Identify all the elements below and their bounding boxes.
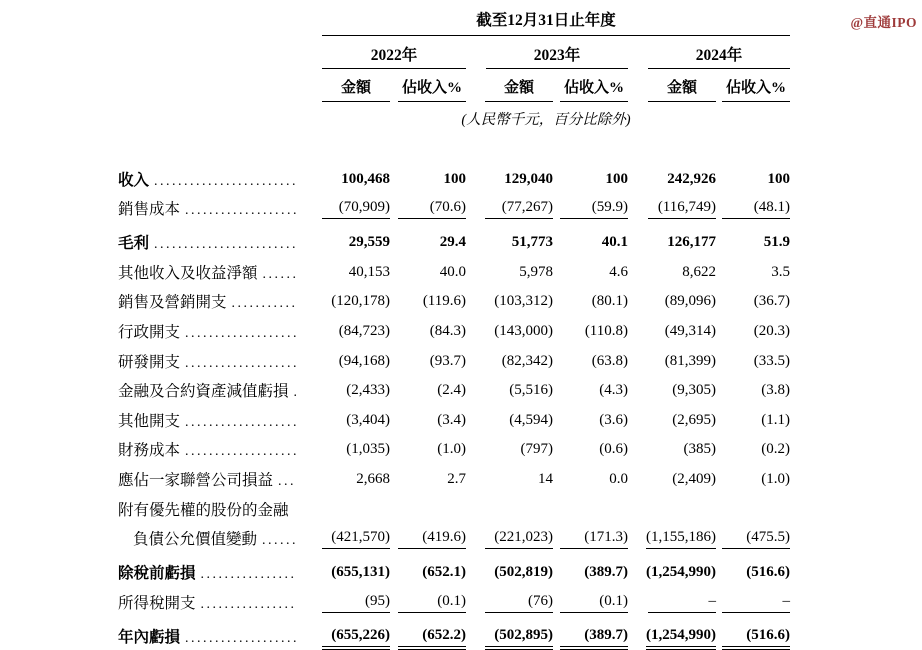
cell-value [485, 513, 553, 515]
table-row [118, 224, 790, 254]
table-row [118, 190, 790, 220]
cell-value: (3.6) [599, 411, 628, 428]
cell-value: 29,559 [348, 234, 390, 251]
cell-value: (49,314) [664, 323, 716, 340]
cell-value: 40.0 [439, 263, 466, 280]
cell-value: (502,819) [494, 564, 553, 581]
pct-cell-2024 [716, 199, 790, 219]
cell-value: (652.2) [398, 627, 466, 647]
pct-cell-2023 [553, 627, 628, 647]
cell-value: (0.1) [398, 593, 466, 613]
amount-cell-2024 [628, 264, 716, 283]
cell-value: 0.0 [609, 471, 628, 488]
pct-cell-2023 [553, 593, 628, 613]
amount-cell-2024 [628, 529, 716, 549]
dot-leader [185, 444, 296, 460]
cell-value: (76) [485, 593, 553, 613]
amount-cell-2023 [466, 471, 553, 490]
pct-cell-2023 [553, 471, 628, 490]
pct-cell-2022 [390, 199, 466, 219]
amount-cell-2024 [628, 323, 716, 342]
pct-cell-2024 [716, 503, 790, 520]
cell-value: 129,040 [504, 170, 553, 187]
row-label: 研發開支 [118, 353, 181, 371]
cell-value: (143,000) [494, 323, 553, 340]
row-label-cell [118, 261, 302, 283]
row-label: 年內虧損 [118, 629, 181, 646]
amount-cell-2023 [466, 171, 553, 190]
pct-cell-2024 [716, 323, 790, 342]
amount-cell-2023 [466, 382, 553, 401]
amount-cell-2023 [466, 199, 553, 219]
year-header-row [118, 36, 790, 69]
cell-value: 100,468 [341, 170, 390, 187]
pct-cell-2022 [390, 529, 466, 549]
cell-value: (652.1) [422, 564, 466, 581]
pct-cell-2024 [716, 627, 790, 647]
amount-cell-2022 [302, 264, 390, 283]
pct-cell-2024 [716, 353, 790, 372]
amount-cell-2022 [302, 171, 390, 190]
row-label-cell [118, 409, 302, 431]
pct-cell-2023 [553, 171, 628, 190]
cell-value: 40.1 [601, 234, 628, 251]
col-header-amount-2023: 金額 [466, 69, 553, 102]
cell-value: 242,926 [667, 170, 716, 187]
amount-cell-2022 [302, 323, 390, 342]
cell-value: (94,168) [338, 352, 390, 369]
amount-cell-2022 [302, 293, 390, 312]
cell-value: 3.5 [771, 263, 790, 280]
row-label: 金融及合約資產減值虧損 [118, 383, 289, 401]
pct-cell-2023 [553, 412, 628, 431]
table-row [118, 283, 790, 313]
cell-value: (3.4) [437, 411, 466, 428]
row-label-cell [118, 561, 302, 583]
cell-value: (171.3) [560, 529, 628, 549]
year-header-2022: 2022年 [322, 36, 466, 69]
amount-cell-2022 [302, 234, 390, 253]
amount-cell-2024 [628, 593, 716, 613]
table-row [118, 520, 790, 550]
cell-value: (89,096) [664, 293, 716, 310]
pct-cell-2022 [390, 503, 466, 520]
pct-cell-2022 [390, 441, 466, 460]
dot-leader [185, 326, 296, 342]
amount-cell-2023 [466, 412, 553, 431]
pct-cell-2024 [716, 441, 790, 460]
row-label-cell [118, 350, 302, 372]
cell-value: (1,254,990) [646, 627, 716, 647]
amount-cell-2024 [628, 293, 716, 312]
cell-value: 2.7 [447, 471, 466, 488]
cell-value: (110.8) [584, 323, 628, 340]
cell-value: (93.7) [429, 352, 466, 369]
row-label-cell [118, 231, 302, 253]
table-row [118, 160, 790, 190]
cell-value: (20.3) [753, 323, 790, 340]
row-label: 其他開支 [118, 412, 181, 430]
pct-cell-2023 [553, 199, 628, 219]
pct-cell-2023 [553, 234, 628, 253]
cell-value: (475.5) [722, 529, 790, 549]
cell-value: (502,895) [485, 627, 553, 647]
cell-value: (2,409) [672, 471, 716, 488]
amount-cell-2023 [466, 441, 553, 460]
unit-note-row [118, 102, 790, 129]
dot-leader [262, 533, 296, 549]
cell-value: (1.0) [437, 441, 466, 458]
amount-cell-2024 [628, 382, 716, 401]
pct-cell-2022 [390, 593, 466, 613]
dot-leader [154, 174, 296, 190]
cell-value: (389.7) [584, 564, 628, 581]
cell-value: 51.9 [763, 234, 790, 251]
cell-value: (655,131) [331, 564, 390, 581]
cell-value [398, 513, 466, 515]
pct-cell-2023 [553, 382, 628, 401]
cell-value: (4.3) [599, 382, 628, 399]
row-label-cell [118, 168, 302, 190]
row-label: 除稅前虧損 [118, 565, 196, 583]
col-header-pct-2022: 佔收入% [390, 69, 466, 102]
cell-value [648, 513, 716, 515]
pct-cell-2022 [390, 627, 466, 647]
cell-value [560, 513, 628, 515]
row-label-cell [118, 320, 302, 342]
cell-value: (385) [683, 441, 716, 458]
row-label-cell [118, 527, 302, 549]
cell-value: (81,399) [664, 352, 716, 369]
amount-cell-2024 [628, 627, 716, 647]
amount-cell-2024 [628, 412, 716, 431]
pct-cell-2023 [553, 264, 628, 283]
table-row [118, 460, 790, 490]
cell-value: 14 [538, 471, 553, 488]
col-header-amount-2022: 金額 [302, 69, 390, 102]
cell-value: (516.6) [722, 627, 790, 647]
cell-value: (84,723) [338, 323, 390, 340]
cell-value: 2,668 [356, 471, 390, 488]
unit-note: (人民幣千元，百分比除外) [461, 112, 631, 128]
amount-cell-2023 [466, 323, 553, 342]
pct-cell-2022 [390, 323, 466, 342]
cell-value: 5,978 [519, 263, 553, 280]
amount-cell-2024 [628, 564, 716, 583]
dot-leader [278, 474, 296, 490]
column-header-row [118, 69, 790, 102]
cell-value: (0.1) [560, 593, 628, 613]
cell-value: 4.6 [609, 263, 628, 280]
table-row [118, 583, 790, 613]
amount-cell-2024 [628, 199, 716, 219]
table-row [118, 342, 790, 372]
income-statement-table [118, 8, 790, 647]
cell-value [722, 513, 790, 515]
cell-value: (1,254,990) [646, 564, 716, 581]
cell-value: 100 [443, 170, 466, 187]
col-header-pct-2023: 佔收入% [553, 69, 628, 102]
cell-value: (516.6) [746, 564, 790, 581]
row-label-cell [118, 438, 302, 460]
row-label-cell [118, 468, 302, 490]
amount-cell-2022 [302, 593, 390, 613]
cell-value: (33.5) [753, 352, 790, 369]
amount-cell-2023 [466, 353, 553, 372]
pct-cell-2023 [553, 503, 628, 520]
cell-value: (80.1) [591, 293, 628, 310]
cell-value: 100 [605, 170, 628, 187]
pct-cell-2022 [390, 564, 466, 583]
row-label: 財務成本 [118, 442, 181, 460]
cell-value: (1,035) [346, 441, 390, 458]
cell-value: (2.4) [437, 382, 466, 399]
amount-cell-2024 [628, 171, 716, 190]
table-header [118, 8, 790, 36]
cell-value: (48.1) [722, 199, 790, 219]
cell-value: (797) [520, 441, 553, 458]
cell-value: (120,178) [331, 293, 390, 310]
row-label: 其他收入及收益淨額 [118, 264, 258, 282]
watermark: @直通IPO [850, 15, 917, 30]
row-label-cell [118, 290, 302, 312]
pct-cell-2024 [716, 471, 790, 490]
pct-cell-2024 [716, 564, 790, 583]
cell-value: (77,267) [485, 199, 553, 219]
col-header-pct-2024: 佔收入% [716, 69, 790, 102]
amount-cell-2024 [628, 234, 716, 253]
amount-cell-2022 [302, 503, 390, 520]
cell-value: (4,594) [509, 411, 553, 428]
amount-cell-2022 [302, 471, 390, 490]
cell-value: – [648, 593, 716, 613]
period-title: 截至12月31日止年度 [476, 12, 616, 29]
pct-cell-2023 [553, 323, 628, 342]
cell-value: 29.4 [439, 234, 466, 251]
cell-value: (655,226) [322, 627, 390, 647]
pct-cell-2022 [390, 353, 466, 372]
pct-cell-2022 [390, 382, 466, 401]
amount-cell-2022 [302, 441, 390, 460]
row-label: 附有優先權的股份的金融 [118, 501, 289, 519]
amount-cell-2022 [302, 529, 390, 549]
amount-cell-2023 [466, 234, 553, 253]
pct-cell-2022 [390, 293, 466, 312]
row-label-cell [118, 197, 302, 219]
pct-cell-2023 [553, 293, 628, 312]
pct-cell-2024 [716, 171, 790, 190]
table-row [118, 372, 790, 402]
cell-value: (2,695) [672, 411, 716, 428]
row-label: 應佔一家聯營公司損益 [118, 472, 274, 490]
cell-value: (3,404) [346, 411, 390, 428]
row-label: 行政開支 [118, 324, 181, 342]
pct-cell-2022 [390, 471, 466, 490]
cell-value: (1.0) [761, 471, 790, 488]
cell-value: (119.6) [422, 293, 466, 310]
pct-cell-2023 [553, 353, 628, 372]
pct-cell-2022 [390, 171, 466, 190]
col-header-amount-2024: 金額 [628, 69, 716, 102]
cell-value: (84.3) [429, 323, 466, 340]
cell-value: 126,177 [667, 234, 716, 251]
cell-value: (63.8) [591, 352, 628, 369]
pct-cell-2022 [390, 264, 466, 283]
pct-cell-2022 [390, 412, 466, 431]
row-label: 收入 [118, 171, 150, 189]
dot-leader [294, 385, 296, 401]
amount-cell-2023 [466, 529, 553, 549]
dot-leader [154, 237, 296, 253]
cell-value: (389.7) [560, 627, 628, 647]
pct-cell-2024 [716, 382, 790, 401]
year-header-2023: 2023年 [486, 36, 628, 69]
cell-value: (1.1) [761, 411, 790, 428]
amount-cell-2022 [302, 199, 390, 219]
dot-leader [201, 597, 296, 613]
cell-value: 40,153 [348, 263, 390, 280]
amount-cell-2022 [302, 353, 390, 372]
dot-leader [185, 631, 296, 647]
pct-cell-2023 [553, 529, 628, 549]
cell-value: (0.6) [599, 441, 628, 458]
cell-value: (1,155,186) [646, 529, 716, 549]
pct-cell-2024 [716, 412, 790, 431]
cell-value: (419.6) [398, 529, 466, 549]
cell-value: (2,433) [346, 382, 390, 399]
cell-value: (5,516) [509, 382, 553, 399]
cell-value: (421,570) [322, 529, 390, 549]
pct-cell-2022 [390, 234, 466, 253]
row-label: 所得稅開支 [118, 594, 196, 612]
table-row [118, 554, 790, 584]
table-row [118, 253, 790, 283]
amount-cell-2024 [628, 471, 716, 490]
row-label-cell [118, 591, 302, 613]
table-row [118, 490, 790, 520]
year-header-2024: 2024年 [648, 36, 790, 69]
pct-cell-2023 [553, 564, 628, 583]
amount-cell-2023 [466, 503, 553, 520]
row-label: 銷售成本 [118, 201, 181, 219]
pct-cell-2024 [716, 293, 790, 312]
pct-cell-2024 [716, 529, 790, 549]
amount-cell-2024 [628, 353, 716, 372]
dot-leader [185, 203, 296, 219]
amount-cell-2022 [302, 382, 390, 401]
table-body [118, 160, 790, 647]
cell-value: (59.9) [560, 199, 628, 219]
cell-value: (36.7) [753, 293, 790, 310]
row-label-cell [118, 625, 302, 647]
dot-leader [263, 267, 296, 283]
dot-leader [201, 567, 296, 583]
pct-cell-2023 [553, 441, 628, 460]
cell-value: (70,909) [322, 199, 390, 219]
cell-value: (9,305) [672, 382, 716, 399]
amount-cell-2023 [466, 293, 553, 312]
row-label: 毛利 [118, 235, 150, 253]
cell-value: 8,622 [682, 263, 716, 280]
cell-value: (0.2) [761, 441, 790, 458]
dot-leader [232, 296, 296, 312]
row-label: 負債公允價值變動 [133, 531, 258, 549]
cell-value: – [722, 593, 790, 613]
cell-value: 100 [767, 170, 790, 187]
table-row [118, 401, 790, 431]
amount-cell-2024 [628, 503, 716, 520]
amount-cell-2022 [302, 412, 390, 431]
row-label: 銷售及營銷開支 [118, 294, 227, 312]
cell-value: (221,023) [485, 529, 553, 549]
cell-value [322, 513, 390, 515]
pct-cell-2024 [716, 234, 790, 253]
amount-cell-2022 [302, 627, 390, 647]
dot-leader [185, 356, 296, 372]
cell-value: (116,749) [648, 199, 716, 219]
table-row [118, 312, 790, 342]
dot-leader [185, 415, 296, 431]
amount-cell-2024 [628, 441, 716, 460]
amount-cell-2023 [466, 593, 553, 613]
table-row [118, 617, 790, 647]
pct-cell-2024 [716, 264, 790, 283]
pct-cell-2024 [716, 593, 790, 613]
amount-cell-2022 [302, 564, 390, 583]
cell-value: 51,773 [511, 234, 553, 251]
amount-cell-2023 [466, 627, 553, 647]
cell-value: (70.6) [398, 199, 466, 219]
cell-value: (103,312) [494, 293, 553, 310]
amount-cell-2023 [466, 264, 553, 283]
cell-value: (3.8) [761, 382, 790, 399]
table-row [118, 431, 790, 461]
amount-cell-2023 [466, 564, 553, 583]
cell-value: (95) [322, 593, 390, 613]
cell-value: (82,342) [501, 352, 553, 369]
row-label-cell [118, 379, 302, 401]
row-label-cell [118, 498, 302, 520]
